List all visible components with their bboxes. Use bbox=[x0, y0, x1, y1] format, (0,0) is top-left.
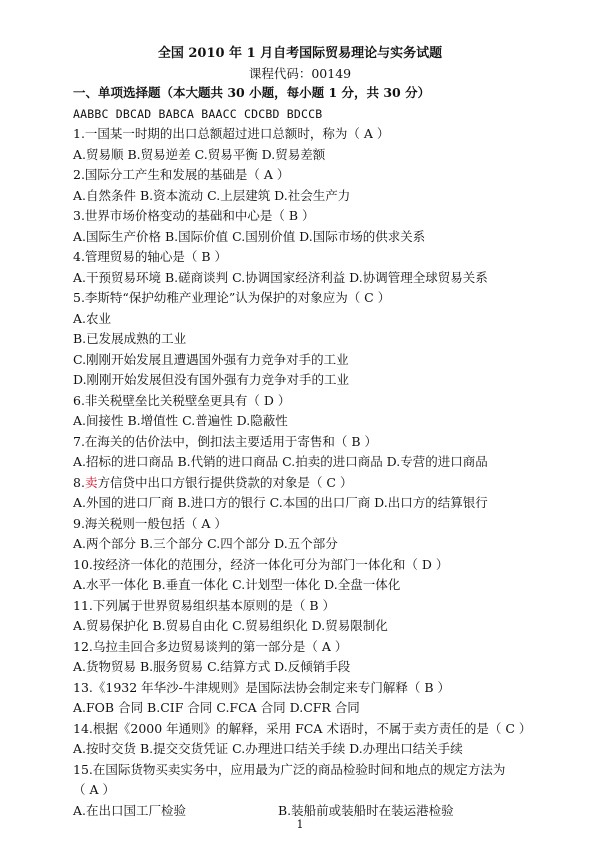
question-5-option-a: A.农业 bbox=[73, 310, 112, 326]
question-8-options: A.外国的进口厂商 B.进口方的银行 C.本国的出口厂商 D.出口方的结算银行 bbox=[73, 495, 488, 510]
page-number: 1 bbox=[296, 818, 304, 831]
question-2-stem: 2.国际分工产生和发展的基础是（ A ） bbox=[73, 167, 290, 182]
question-1-options: A.贸易顺 B.贸易逆差 C.贸易平衡 D.贸易差额 bbox=[73, 146, 326, 162]
question-8-highlighted-char: 卖 bbox=[84, 474, 98, 490]
question-14-options: A.按时交货 B.提交交货凭证 C.办理进口结关手续 D.办理出口结关手续 bbox=[73, 741, 463, 756]
question-6-options: A.间接性 B.增值性 C.普遍性 D.隐蔽性 bbox=[73, 413, 288, 428]
exam-content bbox=[73, 83, 543, 821]
question-8-stem-text: 方信贷中出口方银行提供贷款的对象是（ C ） bbox=[97, 474, 353, 490]
question-5-option-c: C.刚刚开始发展且遭遇国外强有力竞争对手的工业 bbox=[73, 351, 349, 367]
question-5-option-d: D.刚刚开始发展但没有国外强有力竞争对手的工业 bbox=[73, 372, 350, 387]
question-14-stem: 14.根据《2000 年通则》的解释，采用 FCA 术语时，不属于卖方责任的是（ C ） bbox=[73, 720, 532, 736]
question-1-stem: 1.一国某一时期的出口总额超过进口总额时，称为（ A ） bbox=[73, 126, 390, 141]
question-13-options: A.FOB 合同 B.CIF 合同 C.FCA 合同 D.CFR 合同 bbox=[73, 700, 360, 715]
question-9-stem: 9.海关税则一般包括（ A ） bbox=[73, 515, 227, 531]
course-code: 课程代码：00149 bbox=[248, 66, 352, 81]
question-12-stem: 12.乌拉圭回合多边贸易谈判的第一部分是（ A ） bbox=[73, 638, 348, 654]
question-3-stem: 3.世界市场价格变动的基础和中心是（ B ） bbox=[73, 208, 315, 223]
question-3-options: A.国际生产价格 B.国际价值 C.国别价值 D.国际市场的供求关系 bbox=[73, 228, 426, 244]
question-15-answer: （ A ） bbox=[73, 782, 115, 797]
question-9-options: A.两个部分 B.三个部分 C.四个部分 D.五个部分 bbox=[73, 536, 338, 551]
question-15-option-a: A.在出口国工厂检验 bbox=[73, 802, 187, 818]
section-heading: 一、单项选择题（本大题共 30 小题，每小题 1 分，共 30 分） bbox=[73, 85, 431, 100]
question-5-stem: 5.李斯特“保护幼稚产业理论”认为保护的对象应为（ C ） bbox=[73, 290, 391, 305]
question-11-options: A.贸易保护化 B.贸易自由化 C.贸易组织化 D.贸易限制化 bbox=[73, 618, 388, 633]
question-10-options: A.水平一体化 B.垂直一体化 C.计划型一体化 D.全盘一体化 bbox=[73, 577, 401, 592]
question-4-stem: 4.管理贸易的轴心是（ B ） bbox=[73, 249, 228, 264]
question-13-stem: 13.《1932 年华沙-牛津规则》是国际法协会制定来专门解释（ B ） bbox=[73, 679, 451, 695]
question-5-option-b: B.已发展成熟的工业 bbox=[73, 331, 187, 346]
question-10-stem: 10.按经济一体化的范围分，经济一体化可分为部门一体化和（ D ） bbox=[73, 556, 449, 572]
question-11-stem: 11.下列属于世界贸易组织基本原则的是（ B ） bbox=[73, 597, 336, 613]
question-15-option-b: B.装船前或装船时在装运港检验 bbox=[278, 802, 454, 818]
question-8-stem bbox=[73, 473, 543, 494]
answer-key: AABBC DBCAD BABCA BAACC CDCBD BDCCB bbox=[73, 106, 323, 121]
question-8-number: 8. bbox=[73, 474, 85, 490]
question-12-options: A.货物贸易 B.服务贸易 C.结算方式 D.反倾销手段 bbox=[73, 659, 351, 674]
question-7-options: A.招标的进口商品 B.代销的进口商品 C.拍卖的进口商品 D.专营的进口商品 bbox=[73, 454, 488, 469]
question-7-stem: 7.在海关的估价法中，倒扣法主要适用于寄售和（ B ） bbox=[73, 433, 378, 449]
question-2-options: A.自然条件 B.资本流动 C.上层建筑 D.社会生产力 bbox=[73, 187, 351, 203]
question-4-options: A.干预贸易环境 B.磋商谈判 C.协调国家经济利益 D.协调管理全球贸易关系 bbox=[73, 269, 488, 285]
question-15-stem: 15.在国际货物买卖实务中，应用最为广泛的商品检验时间和地点的规定方法为 bbox=[73, 761, 506, 777]
question-6-stem: 6.非关税壁垒比关税壁垒更具有（ D ） bbox=[73, 392, 291, 408]
exam-title: 全国 2010 年 1 月自考国际贸易理论与实务试题 bbox=[157, 46, 443, 61]
